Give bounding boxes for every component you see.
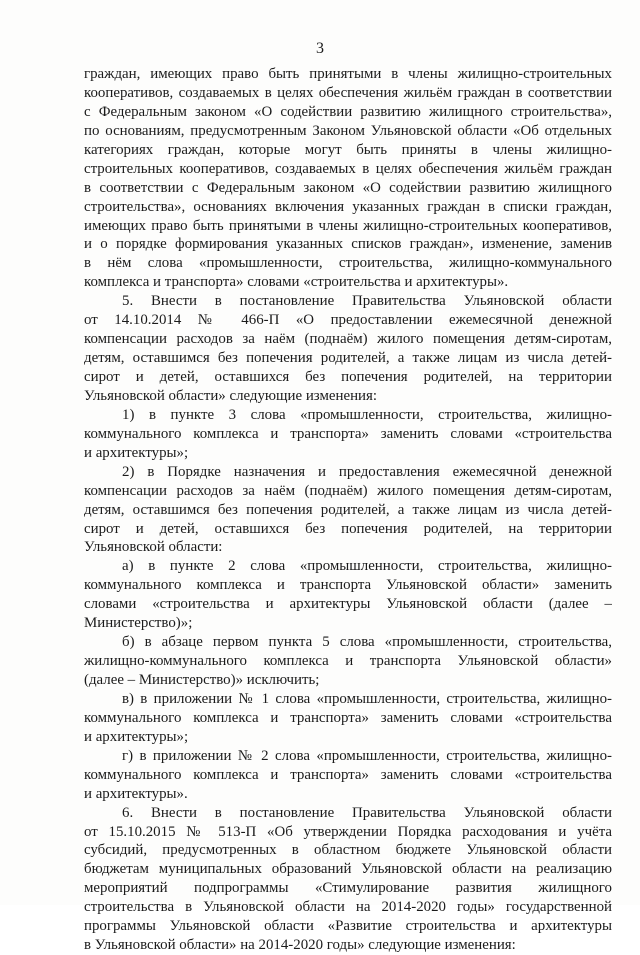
text-line: бюджетам муниципальных образований Ульяновской области на реализацию	[84, 861, 612, 878]
text-line: по основаниям, предусмотренным Законом Ульяновской области «Об отдельных	[84, 122, 612, 139]
text-line: от 14.10.2014 № 466-П «О предоставлении ежемесячной денежной	[84, 312, 612, 329]
text-line: категориях граждан, которые могут быть приняты в члены жилищно-	[84, 141, 612, 158]
text-line: а) в пункте 2 слова «промышленности, строительства, жилищно-	[122, 558, 612, 575]
text-line: в соответствии с Федеральным законом «О содействии развитию жилищного	[84, 179, 612, 196]
document-body	[84, 65, 612, 955]
text-line: детям, оставшимся без попечения родителей, а также лицам из числа детей-	[84, 501, 612, 518]
text-line: строительства», основаниях включения указанных граждан в списки граждан,	[84, 198, 612, 215]
text-line: компенсации расходов за наём (поднаём) жилого помещения детям-сиротам,	[84, 331, 612, 348]
text-line: словами «строительства и архитектуры Ульяновской области (далее –	[84, 596, 612, 613]
text-line: г) в приложении № 2 слова «промышленности, строительства, жилищно-	[122, 747, 612, 764]
text-line: коммунального комплекса и транспорта» заменить словами «строительства	[84, 766, 612, 783]
text-line: и о порядке формирования указанных списков граждан», изменение, заменив	[84, 236, 612, 253]
text-line: имеющих право быть принятыми в члены жилищно-строительных кооперативов,	[84, 217, 612, 234]
text-line: от 15.10.2015 № 513-П «Об утверждении Порядка расходования и учёта	[84, 823, 612, 840]
text-line: и архитектуры»;	[84, 728, 189, 745]
text-line: 5. Внести в постановление Правительства Ульяновской области	[122, 293, 612, 310]
text-line: строительных кооперативов, создаваемых в целях обеспечения жильём граждан	[84, 160, 612, 177]
text-line: Ульяновской области:	[84, 539, 223, 556]
text-line: и архитектуры».	[84, 785, 188, 802]
text-line: строительства в Ульяновской области на 2014-2020 годы» государственной	[84, 899, 612, 916]
text-line: коммунального комплекса и транспорта Ульяновской области» заменить	[84, 577, 612, 594]
text-line: граждан, имеющих право быть принятыми в члены жилищно-строительных	[84, 66, 612, 82]
text-line: 6. Внести в постановление Правительства Ульяновской области	[122, 804, 612, 821]
page-number: 3	[316, 40, 324, 57]
text-line: в) в приложении № 1 слова «промышленности, строительства, жилищно-	[122, 690, 612, 707]
text-line: в нём слова «промышленности, строительства, жилищно-коммунального	[84, 255, 612, 272]
text-line: субсидий, предусмотренных в областном бюджете Ульяновской области	[84, 842, 612, 859]
text-line: сирот и детей, оставшихся без попечения родителей, на территории	[84, 369, 612, 385]
text-line: Министерство)»;	[84, 615, 193, 632]
text-line: 2) в Порядке назначения и предоставления ежемесячной денежной	[122, 463, 612, 480]
text-line: коммунального комплекса и транспорта» заменить словами «строительства	[84, 425, 612, 442]
text-line: жилищно-коммунального комплекса и транспорта Ульяновской области»	[84, 653, 612, 670]
text-line: компенсации расходов за наём (поднаём) жилого помещения детям-сиротам,	[84, 482, 612, 499]
text-line: в Ульяновской области» на 2014-2020 годы» следующие изменения:	[84, 937, 516, 954]
text-line: детям, оставшимся без попечения родителей, а также лицам из числа детей-	[84, 350, 612, 367]
text-line: Ульяновской области» следующие изменения:	[84, 387, 377, 404]
text-line: кооперативов, создаваемых в целях обеспечения жильём граждан в соответствии	[84, 84, 612, 101]
text-line: 1) в пункте 3 слова «промышленности, строительства, жилищно-	[122, 406, 612, 423]
text-line: и архитектуры»;	[84, 444, 189, 461]
text-line: (далее – Министерство)» исключить;	[84, 672, 320, 688]
text-line: программы Ульяновской области «Развитие строительства и архитектуры	[84, 918, 612, 935]
text-line: б) в абзаце первом пункта 5 слова «промышленности, строительства,	[122, 634, 612, 651]
text-line: комплекса и транспорта» словами «строительства и архитектуры».	[84, 274, 509, 291]
text-line: сирот и детей, оставшихся без попечения родителей, на территории	[84, 520, 612, 537]
text-line: с Федеральным законом «О содействии развитию жилищного строительства»,	[84, 103, 612, 120]
text-line: мероприятий подпрограммы «Стимулирование развития жилищного	[84, 880, 612, 897]
text-line: коммунального комплекса и транспорта» заменить словами «строительства	[84, 709, 612, 726]
